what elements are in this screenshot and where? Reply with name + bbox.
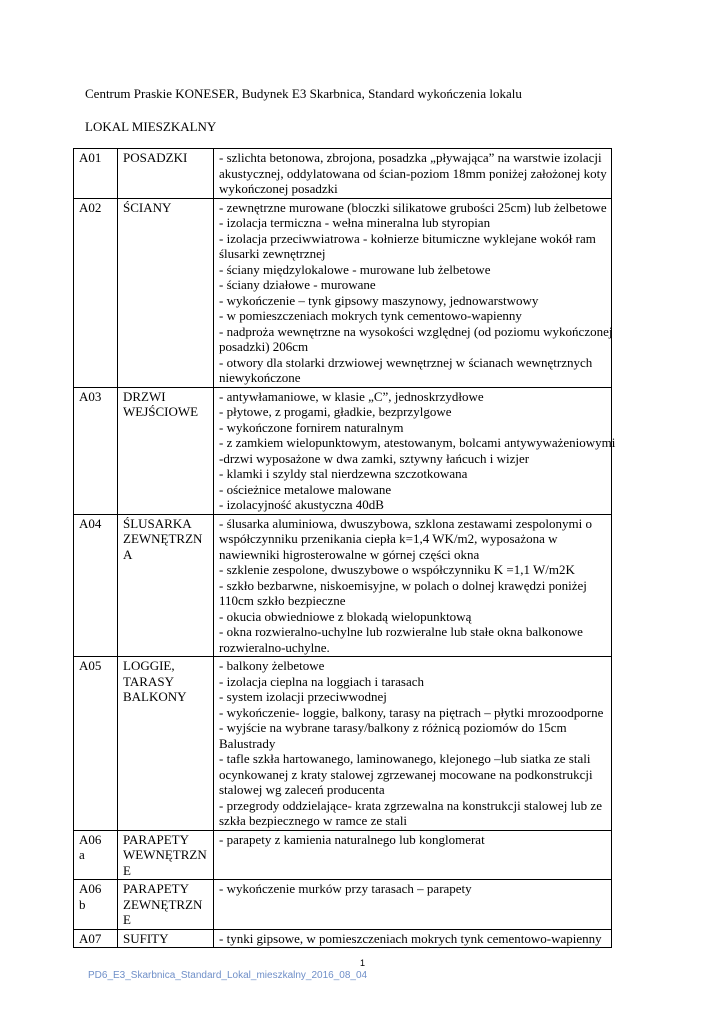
item-description-cell-line: posadzki) 206cm (219, 339, 309, 354)
item-description-cell (214, 830, 612, 880)
item-description-cell (214, 149, 612, 199)
item-code-cell-line: A06 (79, 831, 102, 847)
item-code-cell (74, 198, 118, 387)
item-description-cell-line: - w pomieszczeniach mokrych tynk cementowo-wapienny (219, 308, 522, 323)
item-description-cell-line: - z zamkiem wielopunktowym, atestowanym, bolcami antywyważeniowymi (219, 435, 616, 450)
item-category-cell-line: BALKONY (123, 689, 187, 704)
item-description-cell-line: - wykończenie- loggie, balkony, tarasy na piętrach – płytki mrozoodporne (219, 704, 604, 720)
item-category-cell-line: WEJŚCIOWE (123, 404, 199, 419)
item-category-cell (118, 830, 214, 880)
item-description-cell (214, 880, 612, 930)
item-description-cell (214, 387, 616, 514)
item-description-cell-line: - ściany działowe - murowane (219, 277, 376, 292)
item-description-cell-line: nawiewniki higrosterowalne w górnej części okna (219, 546, 480, 562)
item-description-cell-line: - system izolacji przeciwwodnej (219, 689, 387, 704)
item-code-cell-line: A01 (79, 150, 102, 165)
item-description-cell-line: - ślusarka aluminiowa, dwuszybowa, szklona zestawami zespolonymi o (219, 515, 592, 531)
item-category-cell-line: TARASY (123, 673, 174, 689)
item-description-cell-line: akustycznej, oddylatowana od ścian-poziom 18mm poniżej założonej koty (219, 165, 607, 181)
item-description-cell-line: - izolacyjność akustyczna 40dB (219, 497, 384, 512)
item-description-cell-line: - izolacja przeciwwiatrowa - kołnierze bitumiczne wyklejane wokół ram (219, 230, 596, 246)
item-code-cell (74, 880, 118, 930)
item-description-cell-line: szkła bezpiecznego w ramce ze stali (219, 813, 408, 828)
table-row (74, 149, 612, 199)
item-category-cell (118, 929, 214, 948)
item-code-cell-line: A05 (79, 658, 102, 673)
item-description-cell-line: - izolacja termiczna - wełna mineralna lub styropian (219, 215, 491, 230)
document-title: Centrum Praskie KONESER, Budynek E3 Skarbnica, Standard wykończenia lokalu (85, 86, 522, 101)
item-description-cell-line: współczynniku przenikania ciepła k=1,4 WK/m2, wyposażona w (219, 531, 558, 546)
item-code-cell-line: A04 (79, 515, 102, 531)
item-description-cell-line: rozwieralno-uchylne. (219, 639, 330, 655)
specification-table (73, 148, 616, 948)
item-description-cell-line: - nadproża wewnętrzne na wysokości względnej (od poziomu wykończonej (219, 323, 613, 339)
item-category-cell-line: ŚLUSARKA (123, 515, 192, 531)
item-category-cell (118, 514, 214, 657)
item-code-cell-line: a (79, 847, 85, 862)
item-description-cell (214, 657, 612, 831)
item-code-cell-line: A03 (79, 388, 102, 404)
item-code-cell-line: A07 (79, 930, 102, 946)
item-description-cell-line: - okucia obwiedniowe z blokadą wielopunktową (219, 608, 472, 624)
item-code-cell (74, 830, 118, 880)
item-description-cell-line: wykończonej posadzki (219, 181, 338, 196)
item-category-cell-line: SUFITY (123, 930, 169, 946)
item-code-cell (74, 929, 118, 948)
item-description-cell-line: niewykończone (219, 370, 301, 385)
item-description-cell-line: - tafle szkła hartowanego, laminowanego, klejonego –lub siatka ze stali (219, 751, 591, 766)
table-row (74, 198, 612, 387)
item-description-cell-line: - wykończenie murków przy tarasach – parapety (219, 881, 472, 896)
item-category-cell-line: LOGGIE, (123, 658, 175, 673)
item-category-cell (118, 880, 214, 930)
item-description-cell-line: - wykończone fornirem naturalnym (219, 419, 404, 435)
item-description-cell-line: - antywłamaniowe, w klasie „C”, jednoskrzydłowe (219, 388, 484, 404)
item-description-cell-line: - klamki i szyldy stal nierdzewna szczotkowana (219, 466, 468, 481)
item-category-cell (118, 198, 214, 387)
item-category-cell-line: PARAPETY (123, 881, 189, 896)
item-category-cell-line: POSADZKI (123, 150, 188, 165)
item-category-cell-line: A (123, 546, 133, 562)
item-code-cell (74, 514, 118, 657)
item-description-cell-line: - szkło bezbarwne, niskoemisyjne, w polach o dolnej krawędzi poniżej (219, 577, 587, 593)
item-description-cell-line: - przegrody oddzielające- krata zgrzewalna na konstrukcji stalowej lub ze (219, 797, 602, 813)
item-description-cell-line: - okna rozwieralno-uchylne lub rozwieralne lub stałe okna balkonowe (219, 624, 583, 639)
item-description-cell (214, 514, 612, 657)
item-description-cell-line: - płytowe, z progami, gładkie, bezprzylgowe (219, 404, 452, 419)
item-category-cell (118, 387, 214, 514)
item-description-cell-line: -drzwi wyposażone w dwa zamki, sztywny łańcuch i wizjer (219, 450, 530, 466)
specification-table-body (74, 149, 616, 948)
item-description-cell-line: - zewnętrzne murowane (bloczki silikatowe grubości 25cm) lub żelbetowe (219, 199, 607, 215)
item-description-cell-line: - parapety z kamienia naturalnego lub konglomerat (219, 831, 485, 847)
item-description-cell-line: - szklenie zespolone, dwuszybowe o współczynniku K =1,1 W/m2K (219, 562, 575, 577)
item-description-cell-line: - ściany międzylokalowe - murowane lub żelbetowe (219, 261, 491, 277)
item-category-cell-line: ZEWNĘTRZN (123, 896, 203, 912)
section-heading: LOKAL MIESZKALNY (85, 119, 217, 134)
page-number: 1 (360, 958, 366, 968)
item-code-cell (74, 387, 118, 514)
table-row (74, 514, 612, 657)
item-description-cell-line: - wyjście na wybrane tarasy/balkony z różnicą poziomów do 15cm (219, 720, 567, 735)
table-row (74, 387, 612, 514)
item-description-cell (214, 198, 612, 387)
item-description-cell-line: ocynkowanej z kraty stalowej zgrzewanej mocowane na podkonstrukcji (219, 766, 593, 782)
item-category-cell-line: PARAPETY (123, 831, 189, 847)
footer-filename: PD6_E3_Skarbnica_Standard_Lokal_mieszkalny_2016_08_04 (88, 970, 368, 981)
item-code-cell (74, 149, 118, 199)
item-code-cell-line: A02 (79, 199, 102, 215)
item-description-cell-line: - wykończenie – tynk gipsowy maszynowy, jednowarstwowy (219, 292, 539, 308)
item-description-cell-line: - balkony żelbetowe (219, 658, 325, 673)
table-row (74, 880, 612, 930)
item-description-cell-line: - otwory dla stolarki drzwiowej wewnętrznej w ścianach wewnętrznych (219, 354, 593, 370)
table-row (74, 830, 612, 880)
item-description-cell (214, 929, 612, 948)
item-code-cell-line: b (79, 896, 86, 912)
item-category-cell-line: DRZWI (123, 388, 166, 404)
item-category-cell-line: E (123, 912, 131, 927)
item-code-cell-line: A06 (79, 881, 102, 896)
table-row (74, 657, 612, 831)
item-category-cell-line: ZEWNĘTRZN (123, 531, 203, 546)
table-row (74, 929, 612, 948)
item-description-cell-line: - szlichta betonowa, zbrojona, posadzka „pływająca” na warstwie izolacji (219, 150, 602, 165)
item-description-cell-line: Balustrady (219, 735, 276, 751)
item-description-cell-line: 110cm szkło bezpieczne (219, 593, 346, 608)
item-category-cell-line: E (123, 862, 131, 878)
item-code-cell (74, 657, 118, 831)
item-description-cell-line: ślusarki zewnętrznej (219, 246, 326, 261)
item-description-cell-line: - ościeżnice metalowe malowane (219, 481, 392, 497)
item-category-cell (118, 149, 214, 199)
item-category-cell (118, 657, 214, 831)
item-description-cell-line: - tynki gipsowe, w pomieszczeniach mokrych tynk cementowo-wapienny (219, 930, 602, 946)
item-category-cell-line: WEWNĘTRZN (123, 847, 207, 862)
item-description-cell-line: stalowej wg zaleceń producenta (219, 782, 385, 797)
item-category-cell-line: ŚCIANY (123, 199, 172, 215)
item-description-cell-line: - izolacja cieplna na loggiach i tarasach (219, 673, 425, 689)
